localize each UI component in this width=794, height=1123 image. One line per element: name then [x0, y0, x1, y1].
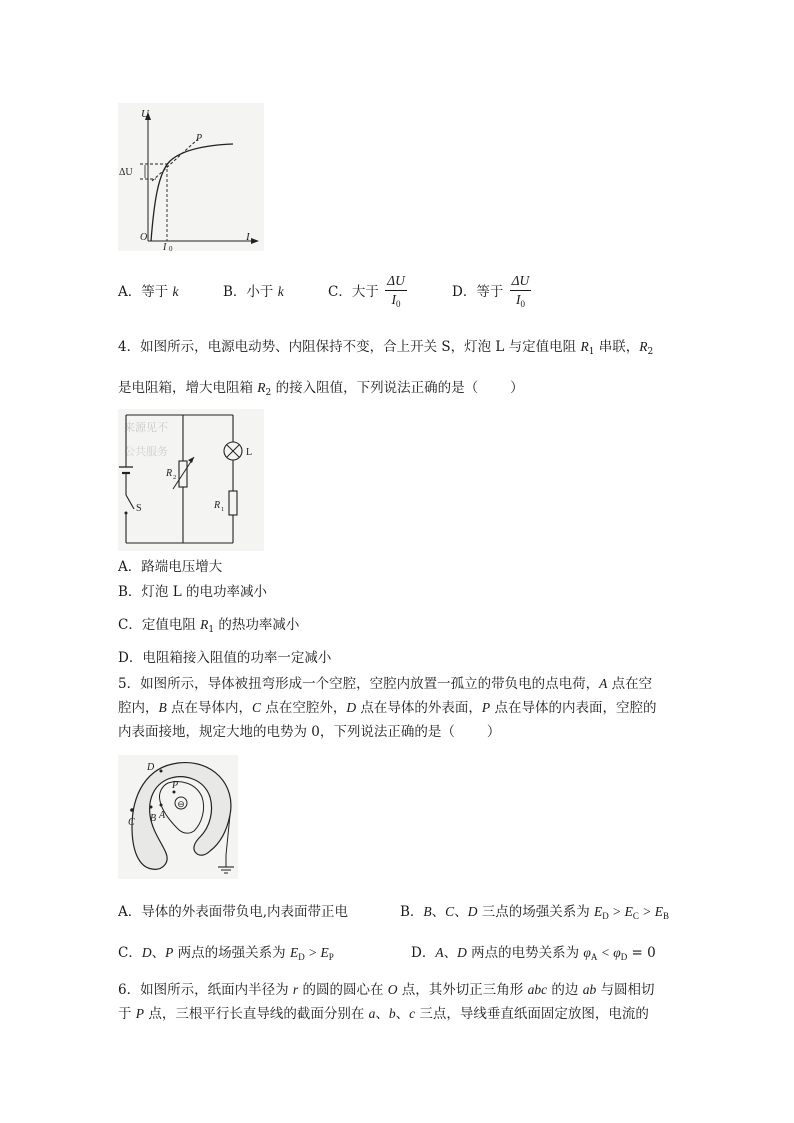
- q3-option-c: C．大于 $\frac{\Delta U}{I_0}$: [328, 272, 407, 313]
- point-d-label: D: [147, 762, 155, 773]
- q5-option-b: B．B、C、D 三点的场强关系为 $E_D > E_C > E_B$: [400, 904, 670, 921]
- q5-stem-line-3: 内表面接地，规定大地的电势为 0，下列说法正确的是（ ）: [118, 724, 501, 740]
- bg-watermark-1: 来源见不: [124, 421, 168, 434]
- q3-option-b: B．小于 k: [223, 284, 284, 300]
- point-a-dot: [160, 804, 163, 807]
- point-c-dot: [130, 808, 134, 812]
- r1-label: R: [214, 500, 221, 511]
- delta-u-label: ΔU: [119, 167, 133, 178]
- u-label: U: [141, 108, 149, 120]
- point-b-dot: [150, 806, 153, 809]
- point-p-label: P: [172, 780, 179, 791]
- r2-sub: 2: [173, 474, 177, 481]
- q4-option-c: C．定值电阻 $R_1$ 的热功率减小: [118, 617, 300, 635]
- q4-stem-line-1: 4．如图所示，电源电动势、内阻保持不变，合上开关 S，灯泡 L 与定值电阻 $R_1$ 串联，$R_2$: [118, 339, 654, 357]
- q6-stem-line-2: 于 P 点，三根平行长直导线的截面分别在 a、b、c 三点，导线垂直纸面固定放图，电流的: [118, 1006, 649, 1022]
- bg-watermark-2: 公共服务: [124, 445, 168, 458]
- q5-option-c: C．D、P 两点的场强关系为 $E_D > E_P$: [118, 945, 334, 962]
- r1-resistor-box: [229, 491, 237, 515]
- cavity-svg: [118, 755, 238, 879]
- q4-option-a: A．路端电压增大: [118, 559, 223, 575]
- point-a-label: A: [159, 810, 166, 821]
- point-b-label: B: [150, 813, 157, 824]
- u-i-curve: [151, 144, 233, 241]
- q5-stem-line-1: 5．如图所示，导体被扭弯形成一个空腔，空腔内放置一孤立的带负电的点电荷，A 点在空: [118, 676, 653, 692]
- circuit-svg: [118, 409, 264, 551]
- d-fraction: $\frac{\Delta U}{I_0}$: [511, 273, 530, 309]
- cavity-conductor-figure: [118, 755, 238, 879]
- r2-arrow-head: [188, 457, 194, 463]
- q4-option-b: B．灯泡 L 的电功率减小: [118, 584, 267, 600]
- i0-label: I: [163, 242, 167, 251]
- point-c-label: C: [128, 817, 135, 828]
- switch-label: S: [136, 503, 142, 514]
- q3-option-a: A．等于 k: [118, 284, 179, 300]
- p-label: P: [196, 133, 203, 144]
- c-fraction: $\frac{\Delta U}{I_0}$: [387, 273, 405, 309]
- q5-option-a: A．导体的外表面带负电,内表面带正电: [118, 904, 349, 920]
- origin-label: O: [140, 232, 148, 243]
- i0-subscript: 0: [169, 245, 173, 251]
- ui-graph-figure: [118, 103, 264, 251]
- q4-stem-line-2: 是电阻箱，增大电阻箱 $R_2$ 的接入阻值，下列说法正确的是（ ）: [118, 380, 524, 398]
- r2-label: R: [166, 468, 173, 479]
- q5-option-d: D．A、D 两点的电势关系为 $\varphi_A < \varphi_D = 0$: [411, 945, 656, 962]
- circuit-figure: [118, 409, 264, 551]
- r1-sub: 1: [221, 506, 225, 513]
- point-charge-sign: ⊖: [177, 799, 185, 809]
- lamp-label: L: [246, 447, 253, 458]
- switch-blade: [126, 495, 134, 509]
- q4-option-d: D．电阻箱接入阻值的功率一定减小: [118, 650, 332, 666]
- i-axis-arrow: [251, 238, 259, 244]
- ui-graph-svg: [118, 103, 264, 251]
- q5-stem-line-2: 腔内，B 点在导体内，C 点在空腔外，D 点在导体的外表面，P 点在导体的内表面，空腔的: [118, 700, 657, 716]
- q6-stem-line-1: 6．如图所示，纸面内半径为 r 的圆的圆心在 O 点，其外切正三角形 abc 的边 ab 与圆相切: [118, 982, 655, 998]
- q3-option-d: D．等于 $\frac{\Delta U}{I_0}$: [452, 272, 531, 313]
- i-label: I: [246, 231, 250, 243]
- tangent-line: [152, 139, 198, 181]
- point-d-dot: [160, 770, 163, 773]
